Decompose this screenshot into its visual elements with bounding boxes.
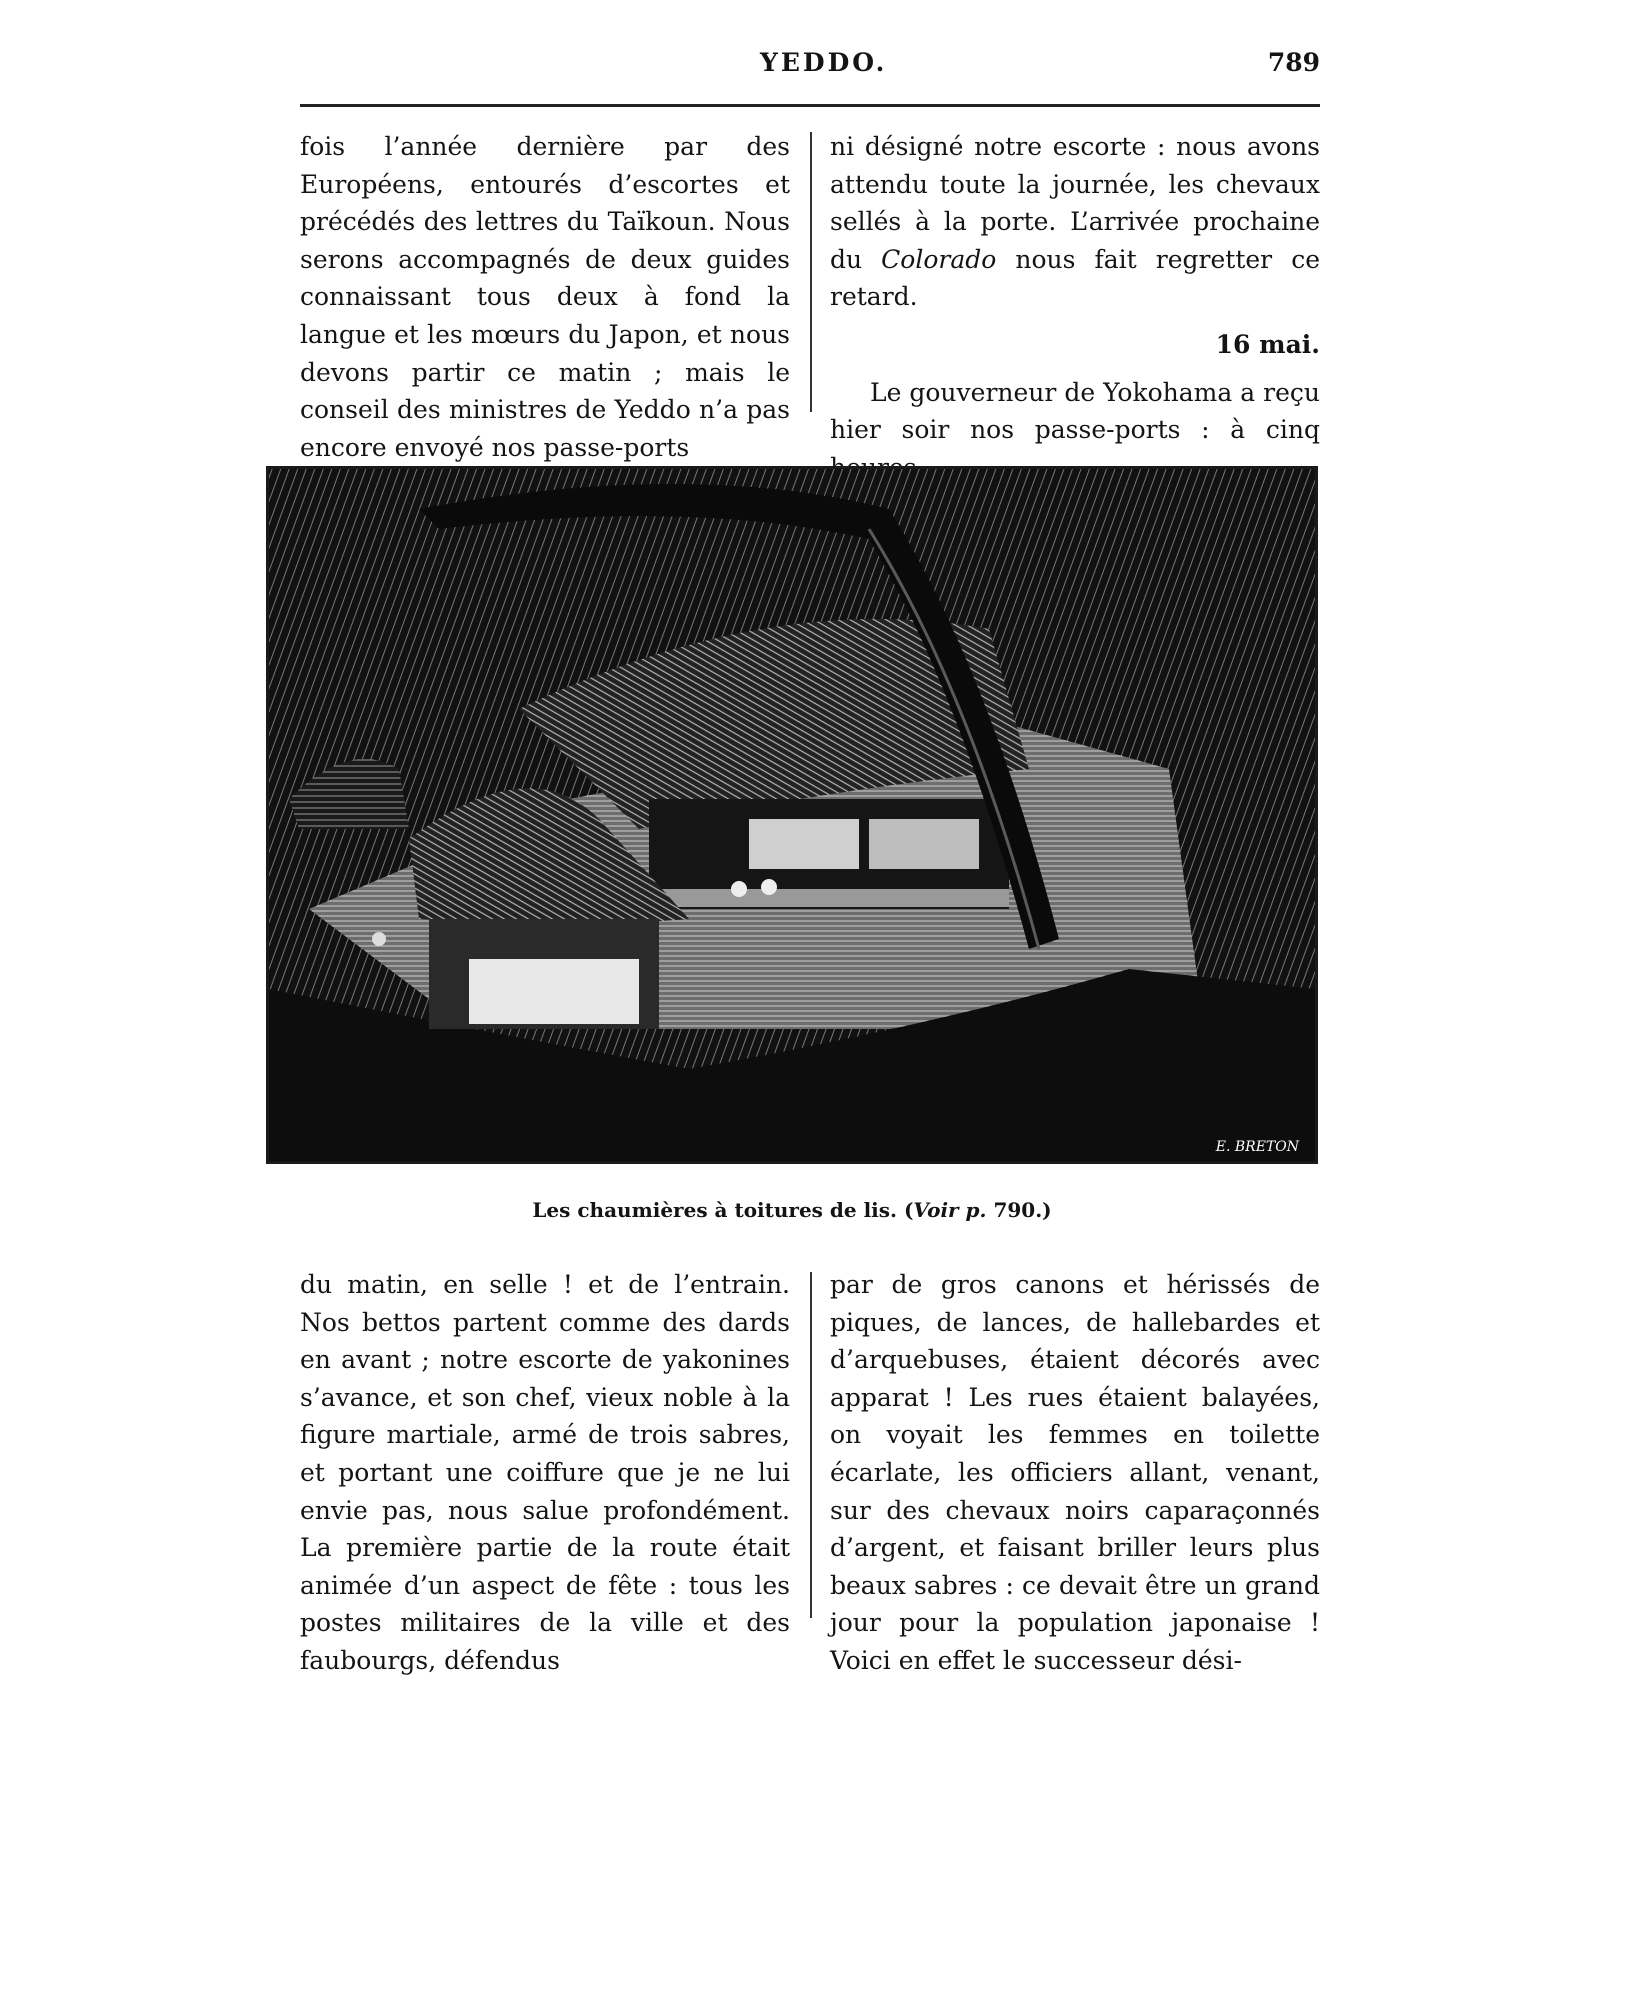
top-right-text-start: ni désigné notre escorte : nous avons attendu toute la journée, les chevaux sellés à la porte. L’arrivée prochaine du (830, 132, 1320, 274)
caption-page-ref: 790.) (986, 1198, 1052, 1222)
top-column-divider (810, 132, 812, 412)
top-left-paragraph: fois l’année dernière par des Européens, entourés d’escortes et précédés des lettres du Taïkoun. Nous serons accompagnés de deux guides connaissant tous deux à fond la langue et les mœurs du Japon, et nous devons partir ce matin ; mais le conseil des ministres de Yeddo n’a pas encore envoyé nos passe-ports (300, 132, 790, 462)
page-number: 789 (1267, 48, 1320, 77)
date-marker: 16 mai. (1215, 329, 1320, 359)
bottom-left-column (300, 1266, 790, 1680)
top-right-column (830, 128, 1320, 486)
bottom-right-paragraph: par de gros canons et hérissés de piques, de lances, de hallebardes et d’arquebuses, étaient décorés avec apparat ! Les rues étaient balayées, on voyait les femmes en toilette écarlate, les officiers allant, venant, sur des chevaux noirs caparaçonnés d’argent, et faisant briller leurs plus beaux sabres : ce devait être un grand jour pour la population japonaise ! Voici en effet le successeur dési- (830, 1270, 1320, 1675)
caption-see-page: Voir p. (913, 1198, 987, 1222)
figure-caption (266, 1198, 1318, 1222)
page-header (300, 48, 1320, 88)
engraving-illustration (266, 466, 1318, 1164)
thatched-cottages-engraving (269, 469, 1315, 1161)
bottom-left-paragraph: du matin, en selle ! et de l’entrain. Nos bettos partent comme des dards en avant ; notre escorte de yakonines s’avance, et son chef, vieux noble à la figure martiale, armé de trois sabres, et portant une coiffure que je ne lui envie pas, nous salue profondément. La première partie de la route était animée d’un aspect de fête : tous les postes militaires de la ville et des faubourgs, défendus (300, 1270, 790, 1675)
engraver-signature: E. BRETON (1215, 1139, 1299, 1155)
caption-text: Les chaumières à toitures de lis. ( (532, 1198, 914, 1222)
top-right-paragraph-1 (830, 128, 1320, 316)
top-left-column (300, 128, 790, 466)
ship-name: Colorado (881, 244, 997, 274)
running-title: YEDDO. (760, 48, 888, 77)
top-right-paragraph-2: Le gouverneur de Yokohama a reçu hier soir nos passe-ports : à cinq (830, 377, 1320, 445)
bottom-column-divider (810, 1272, 812, 1618)
bottom-right-column (830, 1266, 1320, 1680)
top-right-text-end: nous fait regretter ce retard. (830, 244, 1320, 312)
header-rule (300, 104, 1320, 107)
